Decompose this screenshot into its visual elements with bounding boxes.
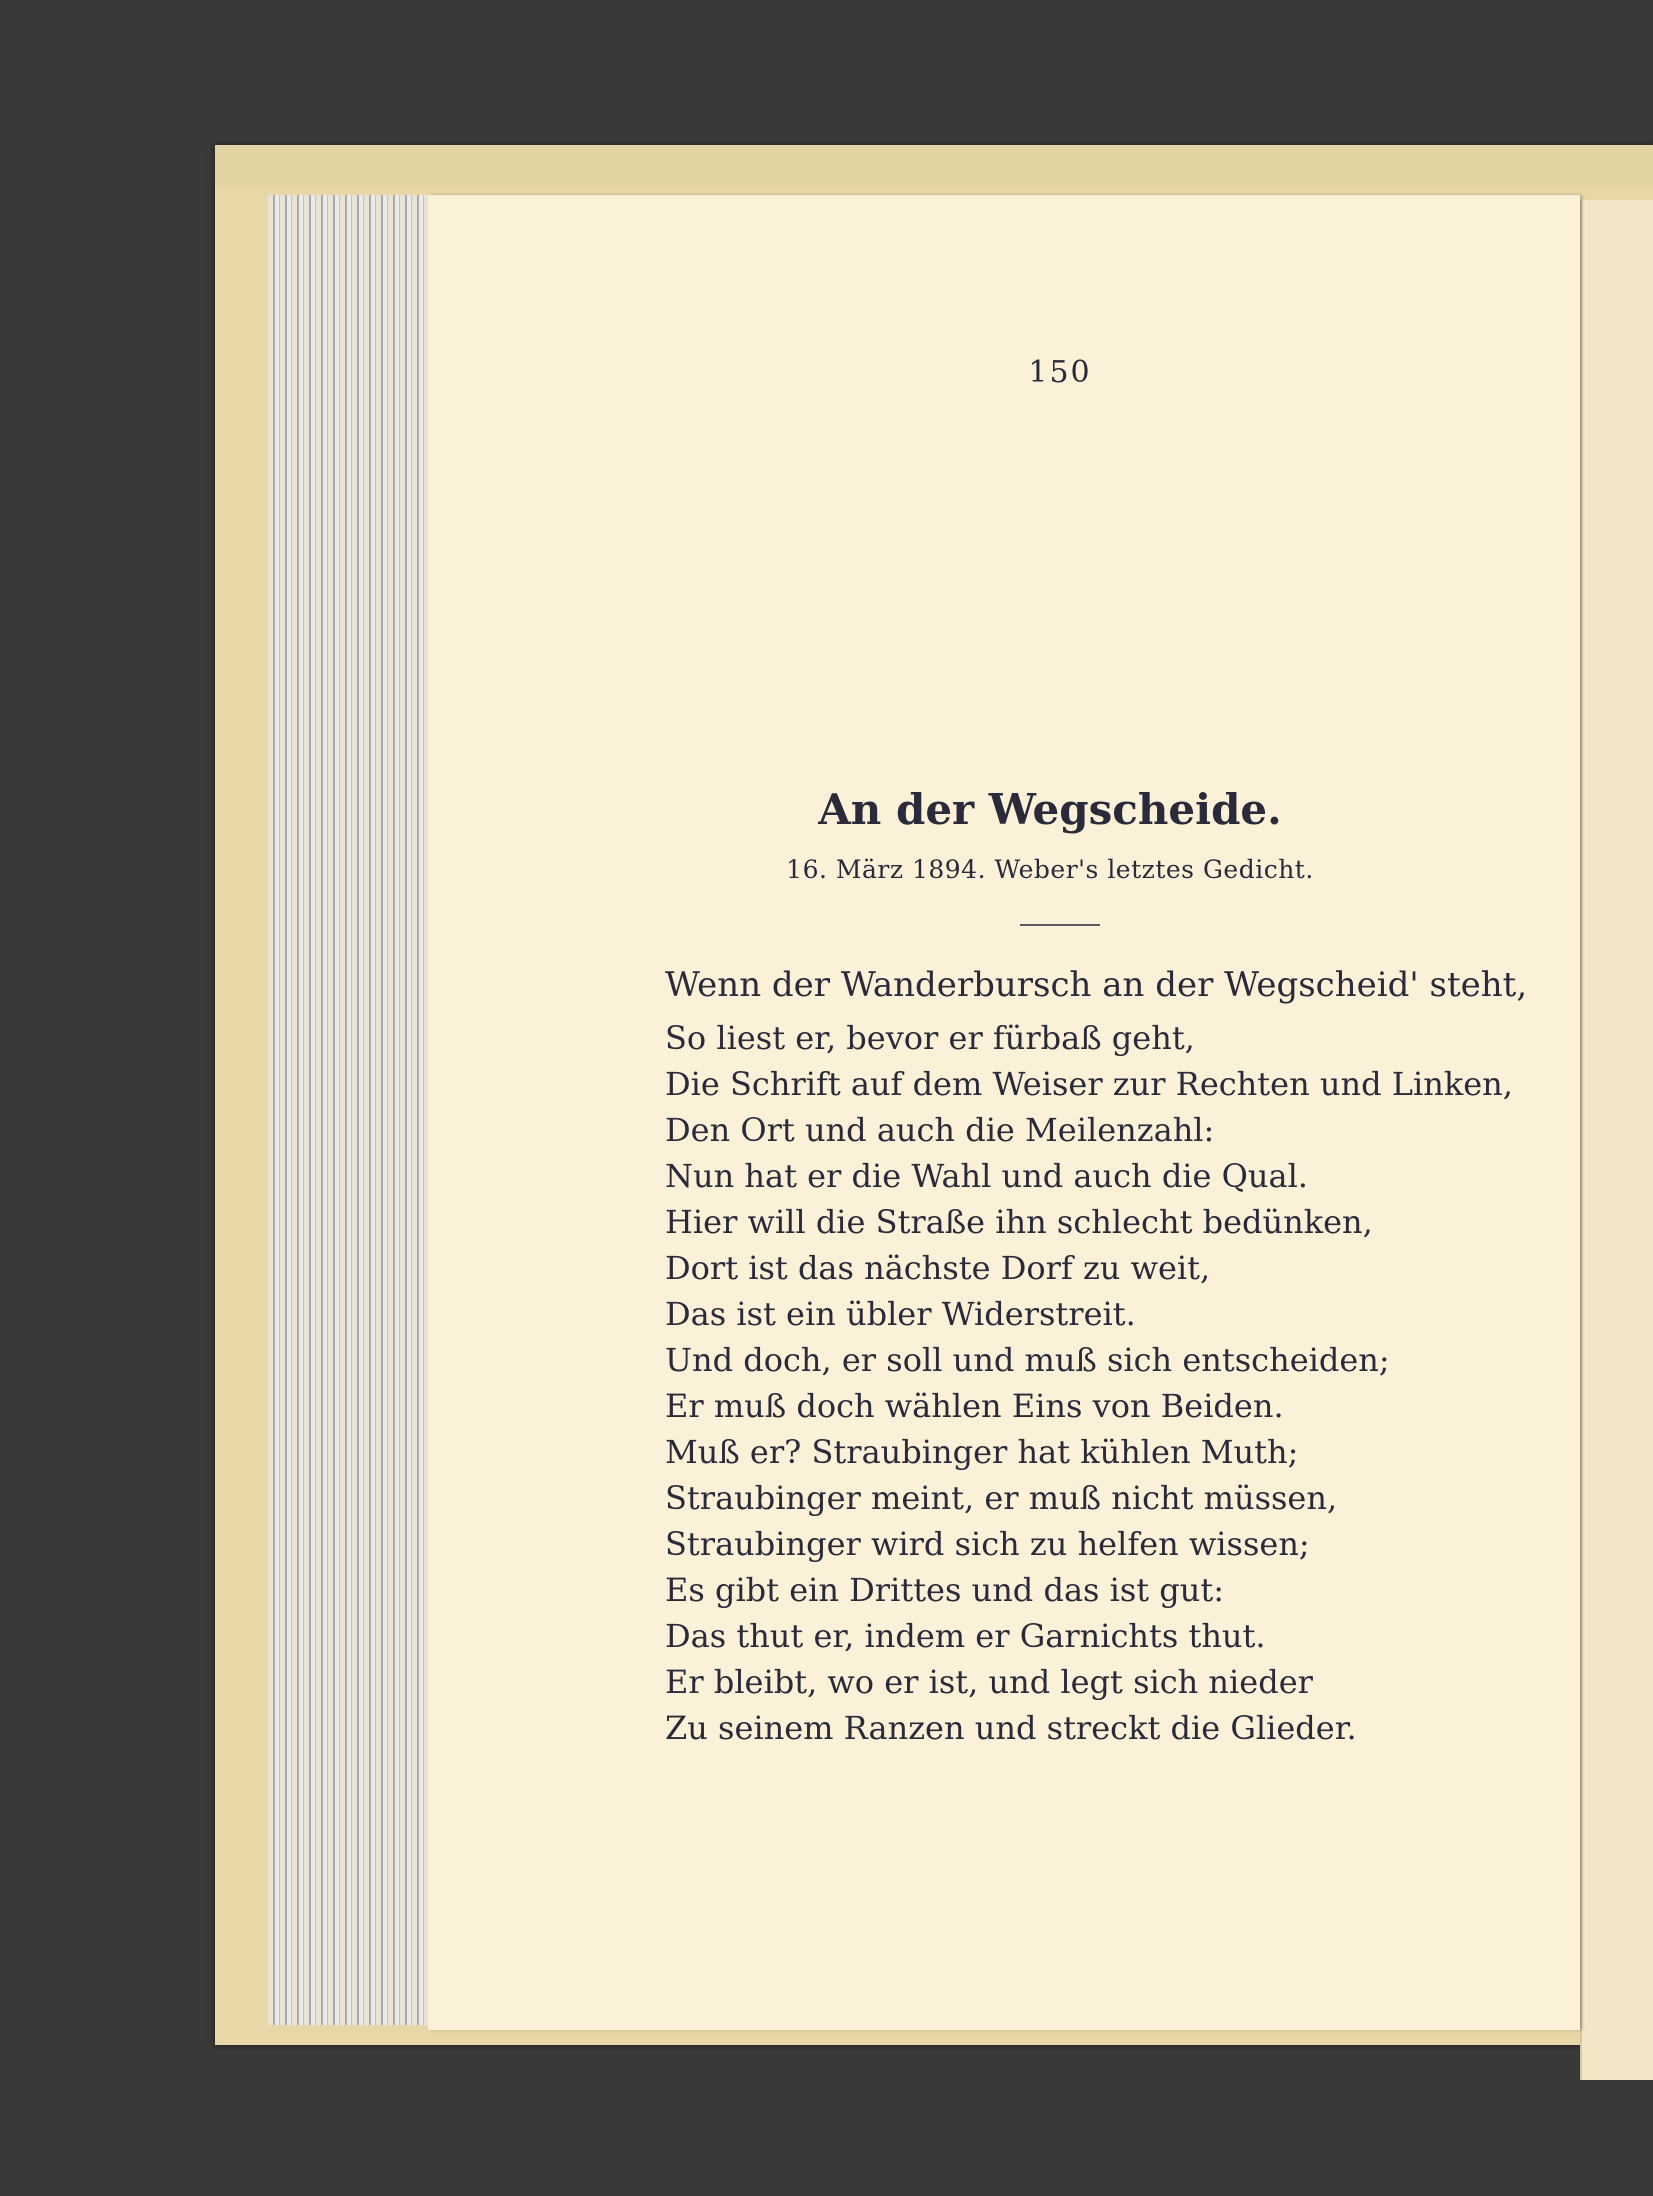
poem-line: Das ist ein übler Widerstreit. [665, 1295, 1136, 1333]
book-cover-top-edge [215, 145, 1653, 185]
poem-line: Und doch, er soll und muß sich entscheiden; [665, 1341, 1390, 1379]
poem-line: Er bleibt, wo er ist, und legt sich nieder [665, 1663, 1313, 1701]
poem-line: Den Ort und auch die Meilenzahl: [665, 1111, 1215, 1149]
poem-line: Wenn der Wanderbursch an der Wegscheid' steht, [665, 965, 1528, 1005]
page-edges-stack [268, 195, 428, 2025]
poem-line: Zu seinem Ranzen und streckt die Glieder. [665, 1709, 1357, 1747]
poem-body [665, 955, 1528, 1751]
poem-line: Die Schrift auf dem Weiser zur Rechten und Linken, [665, 1065, 1513, 1103]
poem-line: Es gibt ein Drittes und das ist gut: [665, 1571, 1225, 1609]
poem-line: Straubinger wird sich zu helfen wissen; [665, 1525, 1310, 1563]
facing-page-edge [1580, 200, 1653, 2080]
poem-line: So liest er, bevor er fürbaß geht, [665, 1019, 1195, 1057]
poem-line: Straubinger meint, er muß nicht müssen, [665, 1479, 1338, 1517]
poem-title: An der Wegscheide. [818, 785, 1282, 834]
title-divider [1020, 924, 1100, 926]
page-number: 150 [1028, 355, 1092, 390]
poem-line: Dort ist das nächste Dorf zu weit, [665, 1249, 1211, 1287]
poem-line: Muß er? Straubinger hat kühlen Muth; [665, 1433, 1299, 1471]
poem-line: Er muß doch wählen Eins von Beiden. [665, 1387, 1284, 1425]
poem-line: Das thut er, indem er Garnichts thut. [665, 1617, 1266, 1655]
poem-subtitle: 16. März 1894. Weber's letztes Gedicht. [786, 855, 1314, 884]
poem-line: Hier will die Straße ihn schlecht bedünken, [665, 1203, 1373, 1241]
poem-line: Nun hat er die Wahl und auch die Qual. [665, 1157, 1308, 1195]
